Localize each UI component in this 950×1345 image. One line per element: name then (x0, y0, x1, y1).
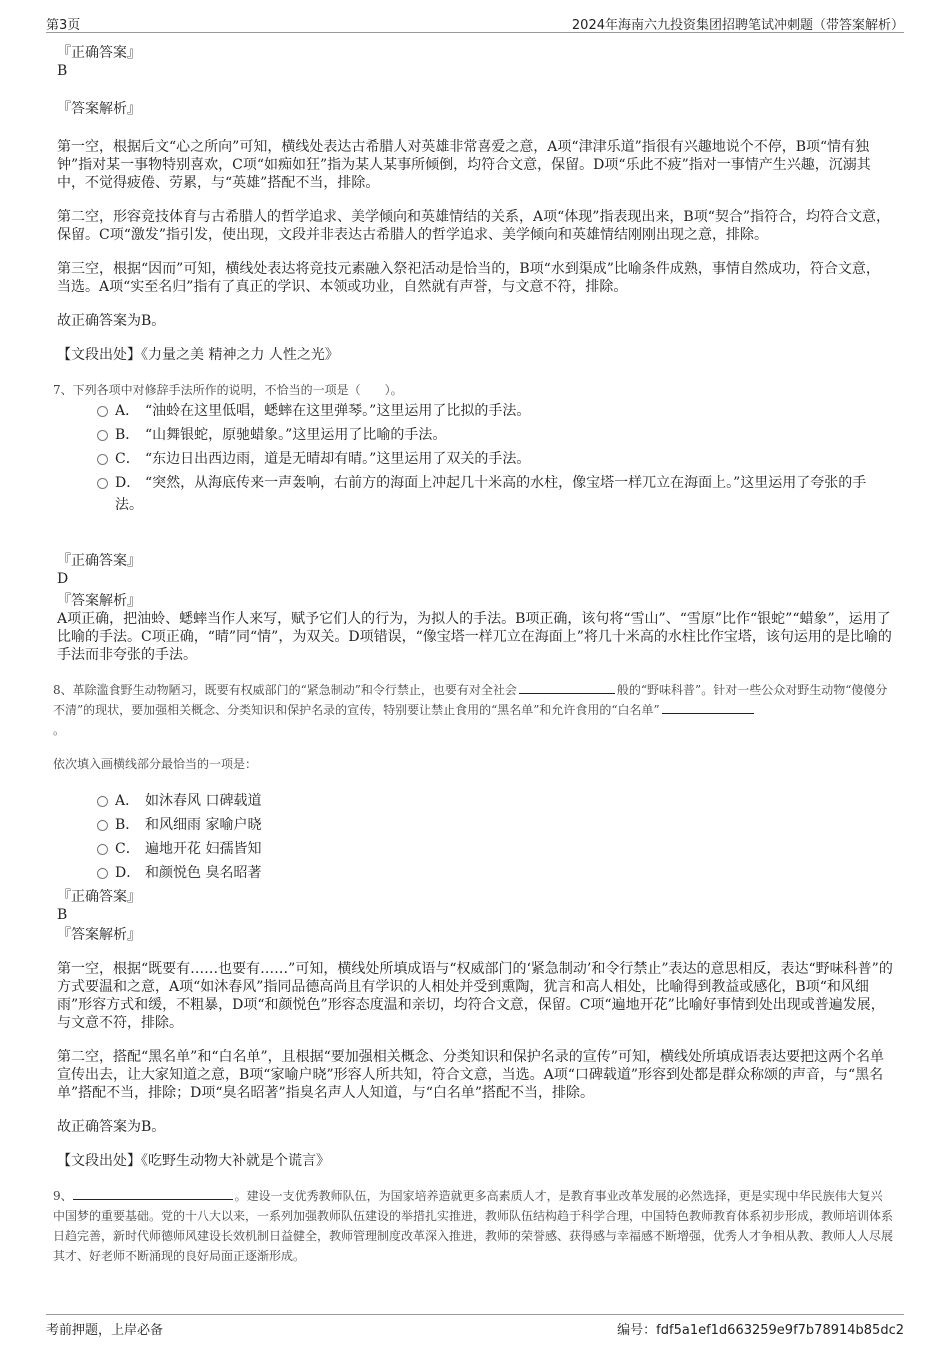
question-number: 9、 (53, 1189, 73, 1203)
analysis-paragraph: 第二空，搭配“黑名单”和“白名单”，且根据“要加强相关概念、分类知识和保护名录的宣传”可知，横线处所填成语表达要把这两个名单宣传出去，让大家知道之意，B项“家喻户晓”形容人所共知，符合文意，当选。A项“口碑载道”形容到处都是群众称颂的声音，与“黑名单”搭配不当，排除；D项“臭名昭著”指臭名声人人知道，与“白名单”搭配不当，排除。 (57, 1049, 884, 1101)
option-letter: C． (115, 841, 140, 857)
option-a[interactable] (57, 400, 893, 422)
answer-value: B (57, 907, 68, 923)
radio-icon[interactable] (97, 454, 108, 465)
answer-label: 『正确答案』 (57, 889, 141, 905)
analysis-paragraph: 第二空，形容竞技体育与古希腊人的哲学追求、美学倾向和英雄情结的关系，A项“体现”指表现出来，B项“契合”指符合，均符合文意，保留。C项“激发”指引发，使出现，文段并非表达古希腊人的哲学追求、美学倾向和英雄情结刚刚出现之意，排除。 (57, 209, 891, 243)
option-letter: D． (115, 865, 141, 881)
stem-text: 。 (53, 723, 66, 737)
radio-icon[interactable] (97, 478, 108, 489)
answer-label: 『正确答案』 (57, 45, 141, 61)
blank-line (519, 681, 615, 694)
option-d[interactable] (57, 862, 893, 884)
option-c[interactable] (57, 838, 893, 860)
option-letter: B． (115, 427, 140, 443)
question-instruction: 依次填入画横线部分最恰当的一项是： (53, 757, 258, 771)
document-title: 2024年海南六九投资集团招聘笔试冲刺题（带答案解析） (571, 18, 904, 33)
blank-line (662, 701, 754, 714)
option-letter: B． (115, 817, 140, 833)
option-letter: C． (115, 451, 140, 467)
option-text: 和颜悦色 臭名昭著 (145, 865, 262, 881)
conclusion: 故正确答案为B。 (57, 1119, 166, 1135)
option-letter: A． (115, 403, 140, 419)
answer-label: 『正确答案』 (57, 553, 141, 569)
stem-text: 8、革除滥食野生动物陋习，既要有权威部门的“紧急制动”和令行禁止，也要有对全社会 (53, 683, 517, 697)
option-text: “突然，从海底传来一声轰响，右前方的海面上冲起几十米高的水柱，像宝塔一样兀立在海面上。”这里运用了夸张的手法。 (115, 475, 867, 513)
analysis-label: 『答案解析』 (57, 101, 141, 117)
radio-icon[interactable] (97, 868, 108, 879)
answer-value: D (57, 571, 69, 587)
blank-line (73, 1187, 233, 1200)
question-stem (53, 680, 893, 740)
option-text: “山舞银蛇，原驰蜡象。”这里运用了比喻的手法。 (145, 427, 447, 443)
question-stem (53, 1186, 893, 1266)
analysis-paragraph: A项正确，把油蛉、蟋蟀当作人来写，赋予它们人的行为，为拟人的手法。B项正确，该句将“雪山”、“雪原”比作“银蛇”“蜡象”，运用了比喻的手法。C项正确，“晴”同“情”，为双关。D项错误，“像宝塔一样兀立在海面上”将几十米高的水柱比作宝塔，该句运用的是比喻的手法而非夸张的手法。 (57, 611, 892, 663)
stem-text: 般的“野味科普”。针对一些公众对野生动物“傻傻分不清”的现状，要加强相关概念、分类知识和保护名录的宣传，特别要让禁止食用的“黑名单”和允许食用的“白名单” (53, 683, 888, 717)
radio-icon[interactable] (97, 406, 108, 417)
option-b[interactable] (57, 424, 893, 446)
radio-icon[interactable] (97, 796, 108, 807)
radio-icon[interactable] (97, 844, 108, 855)
document-id: 编号：fdf5a1ef1d663259e9f7b78914b85dc2 (617, 1323, 904, 1338)
answer-value: B (57, 63, 68, 79)
analysis-label: 『答案解析』 (57, 927, 141, 943)
analysis-paragraph: 第一空，根据“既要有……也要有……”可知，横线处所填成语与“权威部门的‘紧急制动’和令行禁止”表达的意思相反，表达“野味科普”的方式要温和之意，A项“如沐春风”指同品德高尚且有学识的人相处并受到熏陶，犹言和高人相处，比喻得到教益或感化，B项“和风细雨”形容方式和缓，不粗暴，D项“和颜悦色”形容态度温和亲切，均符合文意，保留。C项“遍地开花”比喻好事情到处出现或普遍发展，与文意不符，排除。 (57, 961, 893, 1031)
page-footer (46, 1314, 904, 1337)
stem-text: 。建设一支优秀教师队伍，为国家培养造就更多高素质人才，是教育事业改革发展的必然选择，更是实现中华民族伟大复兴中国梦的重要基础。党的十八大以来，一系列加强教师队伍建设的举措扎实推进，教师队伍结构趋于科学合理，中国特色教师教育体系初步形成，教师培训体系日趋完善，新时代师德师风建设长效机制日益健全，教师管理制度改革深入推进，教师的荣誉感、获得感与幸福感不断增强，优秀人才争相从教、教师人人尽展其才、好老师不断涌现的良好局面正逐渐形成。 (53, 1189, 894, 1263)
radio-icon[interactable] (97, 820, 108, 831)
option-b[interactable] (57, 814, 893, 836)
option-c[interactable] (57, 448, 893, 470)
option-letter: A． (115, 793, 140, 809)
analysis-paragraph: 第一空，根据后文“心之所向”可知，横线处表达古希腊人对英雄非常喜爱之意，A项“津津乐道”指很有兴趣地说个不停，B项“情有独钟”指对某一事物特别喜欢，C项“如痴如狂”指为某人某事所倾倒，均符合文意，保留。D项“乐此不疲”指对一事情产生兴趣，沉溺其中，不觉得疲倦、劳累，与“英雄”搭配不当，排除。 (57, 139, 871, 191)
footer-slogan: 考前押题，上岸必备 (46, 1323, 164, 1338)
source: 【文段出处】《吃野生动物大补就是个谎言》 (57, 1153, 330, 1169)
option-d[interactable] (57, 472, 893, 516)
analysis-paragraph: 第三空，根据“因而”可知，横线处表达将竞技元素融入祭祀活动是恰当的，B项“水到渠成”比喻条件成熟，事情自然成功，符合文意，当选。A项“实至名归”指有了真正的学识、本领或功业，自然就有声誉，与文意不符，排除。 (57, 261, 880, 295)
option-list (57, 790, 893, 884)
option-letter: D． (115, 475, 141, 491)
radio-icon[interactable] (97, 430, 108, 441)
option-text: 遍地开花 妇孺皆知 (145, 841, 262, 857)
option-text: 如沐春风 口碑载道 (145, 793, 262, 809)
question-stem: 7、下列各项中对修辞手法所作的说明，不恰当的一项是（ ）。 (53, 383, 403, 397)
page-content (53, 44, 894, 1266)
page-header (46, 8, 904, 33)
option-text: 和风细雨 家喻户晓 (145, 817, 262, 833)
conclusion: 故正确答案为B。 (57, 313, 166, 329)
option-a[interactable] (57, 790, 893, 812)
source: 【文段出处】《力量之美 精神之力 人性之光》 (57, 347, 339, 363)
page-number: 第3页 (46, 18, 81, 33)
option-text: “油蛉在这里低唱，蟋蟀在这里弹琴。”这里运用了比拟的手法。 (145, 403, 531, 419)
analysis-label: 『答案解析』 (57, 593, 141, 609)
option-list (57, 400, 893, 516)
option-text: “东边日出西边雨，道是无晴却有晴。”这里运用了双关的手法。 (145, 451, 531, 467)
